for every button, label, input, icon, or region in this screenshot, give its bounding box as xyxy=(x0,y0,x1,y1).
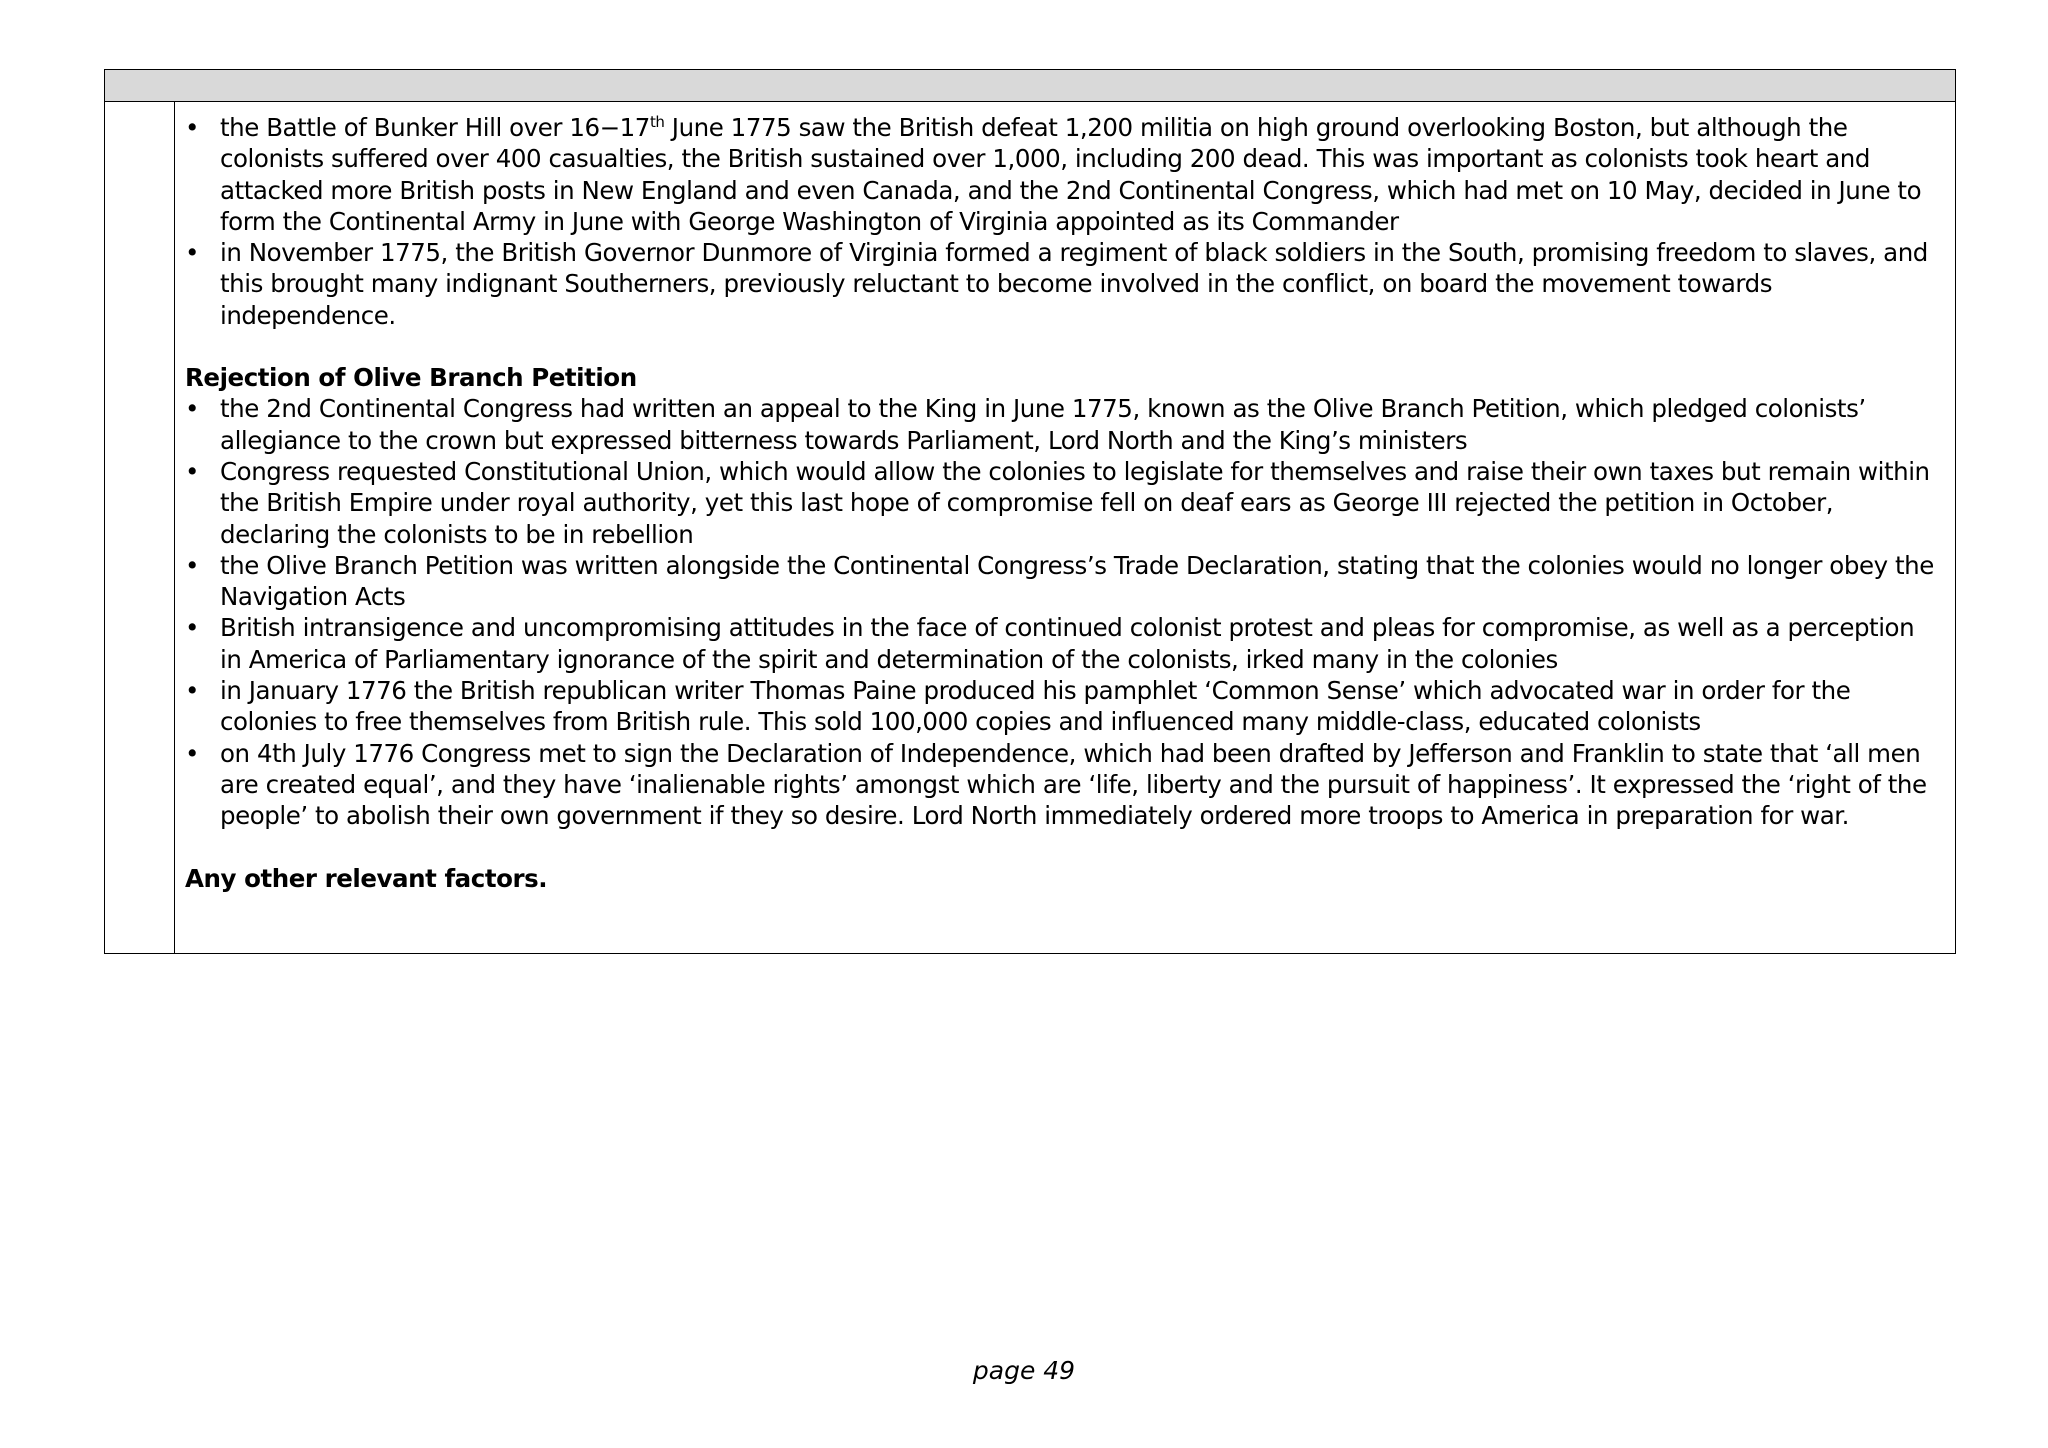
intro-bullet-list xyxy=(185,112,1939,331)
ordinal-suffix: th xyxy=(649,113,665,131)
list-item: • in November 1775, the British Governor Dunmore of Virginia formed a regiment of black soldiers in the South, promising freedom to slaves, and this brought many indignant Southerners, previously reluctant to become involved in the conflict, on board the movement towards independence. xyxy=(185,237,1939,331)
table-header-row xyxy=(105,70,1955,102)
section-heading: Rejection of Olive Branch Petition xyxy=(185,363,637,393)
table-body-row xyxy=(105,102,1955,953)
left-cell xyxy=(105,102,175,953)
content-cell xyxy=(175,102,1955,953)
marking-table xyxy=(104,69,1956,954)
section-bullet-list xyxy=(185,393,1939,831)
closing-note: Any other relevant factors. xyxy=(185,863,548,893)
bullet-text: the Battle of Bunker Hill over 16−17 xyxy=(220,113,650,142)
list-item: • the Olive Branch Petition was written alongside the Continental Congress’s Trade Declaration, stating that the colonies would no longer obey the Navigation Acts xyxy=(185,550,1939,613)
page-number: page 49 xyxy=(972,1356,1076,1385)
bullet-text: June 1775 saw the British defeat 1,200 militia on high ground overlooking Boston, but although the colonists suffered over 400 casualties, the British sustained over 1,000, including 200 dead. This was important as colonists took heart and attacked more British posts in New England and even Canada, and the 2nd Continental Congress, which had met on 10 May, decided in June to form the Continental Army in June with George Washington of Virginia appointed as its Commander xyxy=(220,113,1922,236)
list-item: • on 4th July 1776 Congress met to sign the Declaration of Independence, which had been drafted by Jefferson and Franklin to state that ‘all men are created equal’, and they have ‘inalienable rights’ amongst which are ‘life, liberty and the pursuit of happiness’. It expressed the ‘right of the people’ to abolish their own government if they so desire. Lord North immediately ordered more troops to America in preparation for war. xyxy=(185,738,1939,832)
list-item: • British intransigence and uncompromising attitudes in the face of continued colonist protest and pleas for compromise, as well as a perception in America of Parliamentary ignorance of the spirit and determination of the colonists, irked many in the colonies xyxy=(185,612,1939,675)
list-item: • in January 1776 the British republican writer Thomas Paine produced his pamphlet ‘Common Sense’ which advocated war in order for the colonies to free themselves from British rule. This sold 100,000 copies and influenced many middle-class, educated colonists xyxy=(185,675,1939,738)
list-item: • Congress requested Constitutional Union, which would allow the colonies to legislate for themselves and raise their own taxes but remain within the British Empire under royal authority, yet this last hope of compromise fell on deaf ears as George III rejected the petition in October, declaring the colonists to be in rebellion xyxy=(185,456,1939,550)
list-item xyxy=(185,112,1939,237)
list-item: • the 2nd Continental Congress had written an appeal to the King in June 1775, known as the Olive Branch Petition, which pledged colonists’ allegiance to the crown but expressed bitterness towards Parliament, Lord North and the King’s ministers xyxy=(185,393,1939,456)
